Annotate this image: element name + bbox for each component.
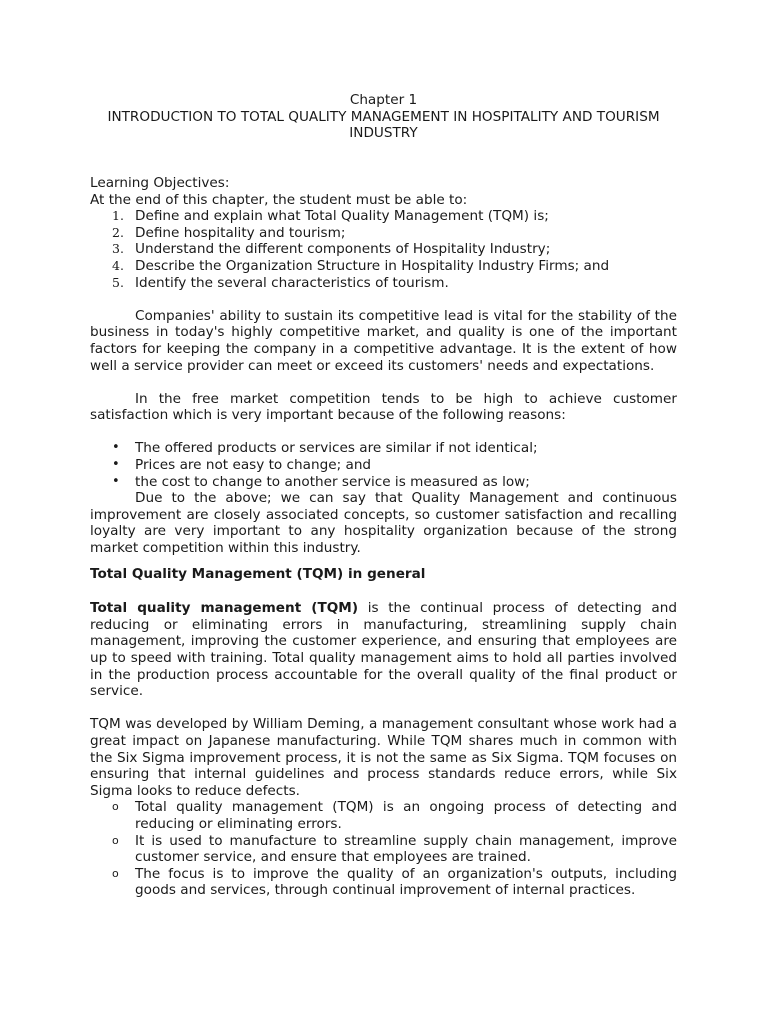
key-point-text: It is used to manufacture to streamline supply chain management, improve customer service, and ensure that employees are trained. <box>135 832 677 866</box>
reasons-list <box>90 440 677 490</box>
paragraph-tqm-history: TQM was developed by William Deming, a management consultant whose work had a great impact on Japanese manufacturing. While TQM shares much in common with the Six Sigma improvement process, it is not the same as Six Sigma. TQM focuses on ensuring that internal guidelines and process standards reduce errors, while Six Sigma looks to reduce defects. <box>90 716 677 799</box>
key-point-item <box>90 866 677 899</box>
bullet-icon: • <box>112 473 120 489</box>
tqm-term: Total quality management (TQM) <box>90 600 359 617</box>
reason-text: The offered products or services are similar if not identical; <box>135 440 538 457</box>
paragraph-tqm-definition <box>90 600 677 700</box>
key-points-list <box>90 799 677 899</box>
key-point-text: Total quality management (TQM) is an ongoing process of detecting and reducing or eliminating errors. <box>135 799 677 832</box>
objectives-intro: At the end of this chapter, the student must be able to: <box>90 191 468 208</box>
chapter-label: Chapter 1 <box>349 92 418 108</box>
objectives-list <box>90 208 677 291</box>
objective-item <box>90 275 677 292</box>
bullet-icon: • <box>112 440 120 456</box>
paragraph-due-to-above: Due to the above; we can say that Quality Management and continuous improvement are closely associated concepts, so customer satisfaction and recalling loyalty are very important to any hospitality organization because of the strong market competition within this industry. <box>90 490 677 557</box>
objective-text: Understand the different components of Hospitality Industry; <box>135 241 551 258</box>
objective-item <box>90 225 677 242</box>
bullet-icon: • <box>112 457 120 473</box>
chapter-title-line-1: INTRODUCTION TO TOTAL QUALITY MANAGEMENT IN HOSPITALITY AND TOURISM <box>107 108 660 125</box>
objective-number: 2. <box>112 224 124 240</box>
paragraph-competitive-lead: Companies' ability to sustain its competitive lead is vital for the stability of the business in today's highly competitive market, and quality is one of the important factors for keeping the company in a competitive advantage. It is the extent of how well a service provider can meet or exceed its customers' needs and expectations. <box>90 307 677 374</box>
objective-item <box>90 241 677 258</box>
objectives-heading: Learning Objectives: <box>90 174 230 191</box>
objective-item <box>90 258 677 275</box>
reason-item <box>90 457 677 474</box>
objective-text: Identify the several characteristics of tourism. <box>135 274 449 291</box>
document-body <box>90 92 677 899</box>
chapter-title-line-2: INDUSTRY <box>349 125 418 142</box>
objective-number: 1. <box>112 208 124 224</box>
key-point-item <box>90 799 677 832</box>
section-heading-tqm: Total Quality Management (TQM) in general <box>90 565 426 582</box>
key-point-text: The focus is to improve the quality of an organization's outputs, including goods and services, through continual improvement of internal practices. <box>135 865 677 899</box>
circle-bullet-icon: o <box>112 866 119 880</box>
circle-bullet-icon: o <box>112 833 119 847</box>
reason-text: Prices are not easy to change; and <box>135 457 372 474</box>
objective-number: 5. <box>112 274 124 290</box>
paragraph-market-competition: In the free market competition tends to be high to achieve customer satisfaction which is very important because of the following reasons: <box>90 390 677 424</box>
reason-item <box>90 440 677 457</box>
circle-bullet-icon: o <box>112 800 119 814</box>
objective-number: 4. <box>112 257 124 273</box>
tqm-definition-text: is the continual process of detecting and reducing or eliminating errors in manufacturing, streamlining supply chain management, improving the customer experience, and ensuring that employees are up to speed with training. Total quality management aims to hold all parties involved in the production process accountable for the overall quality of the final product or service. <box>90 600 677 700</box>
reason-item <box>90 474 677 491</box>
objective-number: 3. <box>112 241 124 257</box>
objective-text: Define and explain what Total Quality Management (TQM) is; <box>135 208 549 225</box>
objective-text: Describe the Organization Structure in Hospitality Industry Firms; and <box>135 257 610 274</box>
key-point-item <box>90 833 677 866</box>
reason-text: the cost to change to another service is measured as low; <box>135 473 530 490</box>
objective-text: Define hospitality and tourism; <box>135 224 346 241</box>
objective-item <box>90 208 677 225</box>
